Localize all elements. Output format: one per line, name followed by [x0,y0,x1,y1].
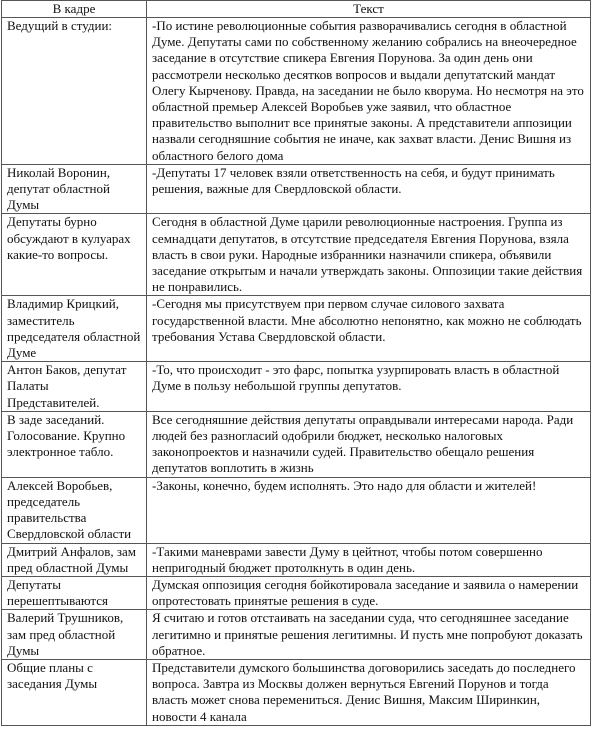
script-table [1,0,591,726]
frame-cell: Депутаты перешептываются [2,576,147,609]
table-row [2,214,591,296]
text-cell: -Депутаты 17 человек взяли ответственность на себя, и будут принимать решения, важные для Свердловской области. [147,164,591,214]
text-cell: Сегодня в областной Думе царили революционные настроения. Группа из семнадцати депутатов, в отсутствие председателя Евгения Порунова, взяла власть в свои руки. Народные избранники назначили спикера, объявили заседание открытым и начали утверждать законы. Оппозиции такие действия не понравились. [147,214,591,296]
table-row [2,543,591,576]
text-cell: -Такими маневрами завести Думу в цейтнот, чтобы потом совершенно непригодный бюджет протолкнуть в один день. [147,543,591,576]
table-row [2,659,591,725]
frame-cell: Николай Воронин, депутат областной Думы [2,164,147,214]
text-cell: Представители думского большинства договорились заседать до последнего вопроса. Завтра из Москвы должен вернуться Евгений Порунов и тогда власть может снова перемениться. Денис Вишня, Максим Ширинкин, новости 4 канала [147,659,591,725]
header-frame: В кадре [2,1,147,18]
text-cell: -Законы, конечно, будем исполнять. Это надо для области и жителей! [147,477,591,543]
frame-cell: Владимир Крицкий, заместитель председателя областной Думе [2,296,147,362]
header-text: Текст [147,1,591,18]
text-cell: Все сегодняшние действия депутаты оправдывали интересами народа. Ради людей без разногласий одобрили бюджет, несколько налоговых законопроектов и назначили судей. Правительство обещало решения депутатов воплотить в жизнь [147,411,591,477]
table-row [2,610,591,660]
frame-cell: Валерий Трушников, зам пред областной Думы [2,610,147,660]
table-row [2,362,591,412]
frame-cell: В заде заседаний. Голосование. Крупно электронное табло. [2,411,147,477]
table-row [2,411,591,477]
frame-cell: Антон Баков, депутат Палаты Представителей. [2,362,147,412]
table-row [2,164,591,214]
frame-cell: Ведущий в студии: [2,18,147,165]
frame-cell: Общие планы с заседания Думы [2,659,147,725]
table-row [2,576,591,609]
text-cell: -По истине революционные события разворачивались сегодня в областной Думе. Депутаты сами по собственному желанию собрались на внеочередное заседание в отсутствие спикера Евгения Порунова. За один день они рассмотрели несколько десятков вопросов и выдали депутатский мандат Олегу Кырченову. Правда, на заседании не было кворума. Но несмотря на это областной премьер Алексей Воробьев уже заявил, что областное правительство выполнит все принятые законы. А представители аппозиции назвали сегодняшние события не иначе, как захват власти. Денис Вишня из областного белого дома [147,18,591,165]
table-row [2,296,591,362]
frame-cell: Дмитрий Анфалов, зам пред областной Думы [2,543,147,576]
text-cell: Думская оппозиция сегодня бойкотировала заседание и заявила о намерении опротестовать принятые решения в суде. [147,576,591,609]
text-cell: -То, что происходит - это фарс, попытка узурпировать власть в областной Думе в пользу небольшой группы депутатов. [147,362,591,412]
frame-cell: Депутаты бурно обсуждают в кулуарах какие-то вопросы. [2,214,147,296]
frame-cell: Алексей Воробьев, председатель правительства Свердловской области [2,477,147,543]
text-cell: -Сегодня мы присутствуем при первом случае силового захвата государственной власти. Мне абсолютно непонятно, как можно не соблюдать требования Устава Свердловской области. [147,296,591,362]
table-row [2,18,591,165]
text-cell: Я считаю и готов отстаивать на заседании суда, что сегодняшнее заседание легитимно и принятые решения легитимны. И пусть мне попробуют доказать обратное. [147,610,591,660]
table-row [2,477,591,543]
header-row [2,1,591,18]
